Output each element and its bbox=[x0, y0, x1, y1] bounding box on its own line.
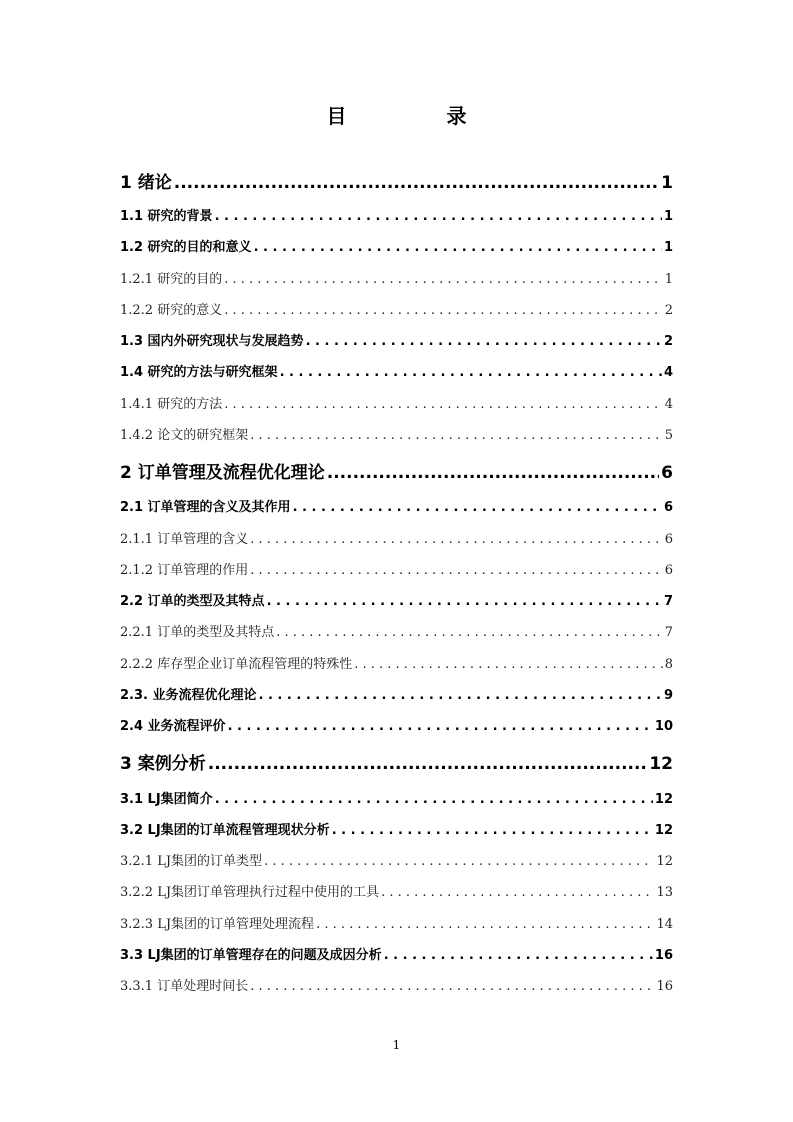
toc-leader bbox=[228, 719, 653, 734]
toc-entry[interactable] bbox=[120, 913, 673, 933]
toc-entry-label: 3.1 LJ集团简介 bbox=[120, 792, 213, 807]
toc-leader bbox=[267, 594, 662, 609]
toc-entry[interactable] bbox=[120, 788, 673, 808]
toc-leader bbox=[250, 532, 663, 547]
toc-entry[interactable] bbox=[120, 819, 673, 839]
toc-entry-label: 2.2.2 库存型企业订单流程管理的特殊性 bbox=[120, 657, 353, 672]
toc-entry-label: 2.3. 业务流程优化理论 bbox=[120, 688, 257, 703]
toc-entry-page: 12 bbox=[654, 792, 673, 807]
toc-leader bbox=[259, 688, 662, 703]
toc-entry-label: 1.3 国内外研究现状与发展趋势 bbox=[120, 334, 304, 349]
toc-leader bbox=[306, 334, 662, 349]
toc-entry[interactable] bbox=[120, 944, 673, 964]
toc-entry-page: 1 bbox=[663, 209, 673, 224]
toc-entry-label: 2.2.1 订单的类型及其特点 bbox=[120, 625, 275, 640]
toc-leader bbox=[224, 303, 663, 318]
toc-leader bbox=[250, 979, 654, 994]
toc-leader bbox=[280, 365, 662, 380]
toc-leader bbox=[384, 948, 653, 963]
toc-entry-label: 3.3.1 订单处理时间长 bbox=[120, 979, 249, 994]
toc-entry-page: 2 bbox=[664, 303, 673, 318]
toc-entry-label: 2.1 订单管理的含义及其作用 bbox=[120, 500, 291, 515]
toc-entry[interactable] bbox=[120, 330, 673, 350]
toc-entry-page: 12 bbox=[649, 754, 673, 774]
toc-entry-page: 10 bbox=[654, 719, 673, 734]
toc-entry-label: 3.3 LJ集团的订单管理存在的问题及成因分析 bbox=[120, 948, 382, 963]
toc-entry-label: 2 订单管理及流程优化理论 bbox=[120, 463, 325, 483]
toc-entry[interactable] bbox=[120, 715, 673, 735]
toc-entry[interactable] bbox=[120, 653, 673, 673]
toc-entry[interactable] bbox=[120, 850, 673, 870]
toc-entry-label: 3.2.2 LJ集团订单管理执行过程中使用的工具 bbox=[120, 885, 380, 900]
toc-entry-page: 5 bbox=[664, 428, 673, 443]
toc-entry-label: 2.4 业务流程评价 bbox=[120, 719, 226, 734]
toc-entry-page: 9 bbox=[663, 688, 673, 703]
toc-leader bbox=[174, 173, 659, 193]
toc-entry-page: 14 bbox=[656, 917, 673, 932]
toc-entry-label: 2.2 订单的类型及其特点 bbox=[120, 594, 265, 609]
toc-entry-page: 16 bbox=[654, 948, 673, 963]
toc-entry-page: 12 bbox=[654, 823, 673, 838]
toc-leader bbox=[250, 428, 663, 443]
toc-entry[interactable] bbox=[120, 361, 673, 381]
toc-entry-label: 1 绪论 bbox=[120, 173, 172, 193]
toc-entry-page: 6 bbox=[664, 563, 673, 578]
toc-entry-page: 16 bbox=[656, 979, 673, 994]
toc-entry[interactable] bbox=[120, 684, 673, 704]
toc-leader bbox=[224, 272, 663, 287]
toc-entry-page: 1 bbox=[664, 272, 673, 287]
toc-leader bbox=[215, 209, 662, 224]
toc-entry-page: 4 bbox=[664, 397, 673, 412]
toc-entry[interactable] bbox=[120, 393, 673, 413]
toc-entry[interactable] bbox=[120, 559, 673, 579]
toc-entry[interactable] bbox=[120, 424, 673, 444]
toc-leader bbox=[250, 563, 663, 578]
toc-leader bbox=[316, 917, 654, 932]
toc-entry-page: 7 bbox=[663, 594, 673, 609]
toc-leader bbox=[293, 500, 662, 515]
toc-entry-label: 3.2.3 LJ集团的订单管理处理流程 bbox=[120, 917, 315, 932]
toc-entry-label: 1.2.2 研究的意义 bbox=[120, 303, 223, 318]
toc-leader bbox=[276, 625, 663, 640]
toc-title: 目 录 bbox=[326, 104, 507, 128]
toc-entry[interactable] bbox=[120, 458, 673, 482]
toc-entry-label: 2.1.2 订单管理的作用 bbox=[120, 563, 249, 578]
toc-entry[interactable] bbox=[120, 299, 673, 319]
toc-entry-label: 1.1 研究的背景 bbox=[120, 209, 213, 224]
toc-entry-label: 3.2 LJ集团的订单流程管理现状分析 bbox=[120, 823, 330, 838]
toc-leader bbox=[264, 854, 654, 869]
toc-entry[interactable] bbox=[120, 205, 673, 225]
toc-entry-page: 13 bbox=[656, 885, 673, 900]
toc-entry[interactable] bbox=[120, 975, 673, 995]
toc-leader bbox=[254, 240, 662, 255]
toc-entry-page: 1 bbox=[663, 240, 673, 255]
toc-leader bbox=[208, 754, 648, 774]
toc-entry[interactable] bbox=[120, 590, 673, 610]
toc-leader bbox=[215, 792, 653, 807]
toc-leader bbox=[332, 823, 653, 838]
toc-leader bbox=[354, 657, 663, 672]
toc-entry-label: 3.2.1 LJ集团的订单类型 bbox=[120, 854, 263, 869]
toc-leader bbox=[381, 885, 654, 900]
toc-entry-page: 12 bbox=[656, 854, 673, 869]
toc-entry-label: 1.4 研究的方法与研究框架 bbox=[120, 365, 278, 380]
toc-entry-label: 3 案例分析 bbox=[120, 754, 206, 774]
toc-entry-page: 4 bbox=[663, 365, 673, 380]
toc-entry-page: 7 bbox=[664, 625, 673, 640]
toc-entry-page: 6 bbox=[661, 463, 673, 483]
toc-entry[interactable] bbox=[120, 881, 673, 901]
toc-entry[interactable] bbox=[120, 236, 673, 256]
toc-entry-page: 1 bbox=[661, 173, 673, 193]
toc-entry[interactable] bbox=[120, 496, 673, 516]
toc-entry[interactable] bbox=[120, 528, 673, 548]
toc-entry-page: 8 bbox=[664, 657, 673, 672]
toc-entry-label: 1.4.1 研究的方法 bbox=[120, 397, 223, 412]
toc-entry[interactable] bbox=[120, 268, 673, 288]
toc-entry-label: 2.1.1 订单管理的含义 bbox=[120, 532, 249, 547]
page-number: 1 bbox=[392, 1038, 401, 1052]
toc-entry[interactable] bbox=[120, 168, 673, 192]
toc-entry-page: 2 bbox=[663, 334, 673, 349]
toc-leader bbox=[327, 463, 659, 483]
toc-entry-label: 1.2.1 研究的目的 bbox=[120, 272, 223, 287]
toc-entry-label: 1.2 研究的目的和意义 bbox=[120, 240, 252, 255]
toc-entry-label: 1.4.2 论文的研究框架 bbox=[120, 428, 249, 443]
toc-entry-page: 6 bbox=[664, 532, 673, 547]
toc-entry[interactable] bbox=[120, 749, 673, 773]
toc-entry[interactable] bbox=[120, 621, 673, 641]
toc-entry-page: 6 bbox=[663, 500, 673, 515]
toc-leader bbox=[224, 397, 663, 412]
